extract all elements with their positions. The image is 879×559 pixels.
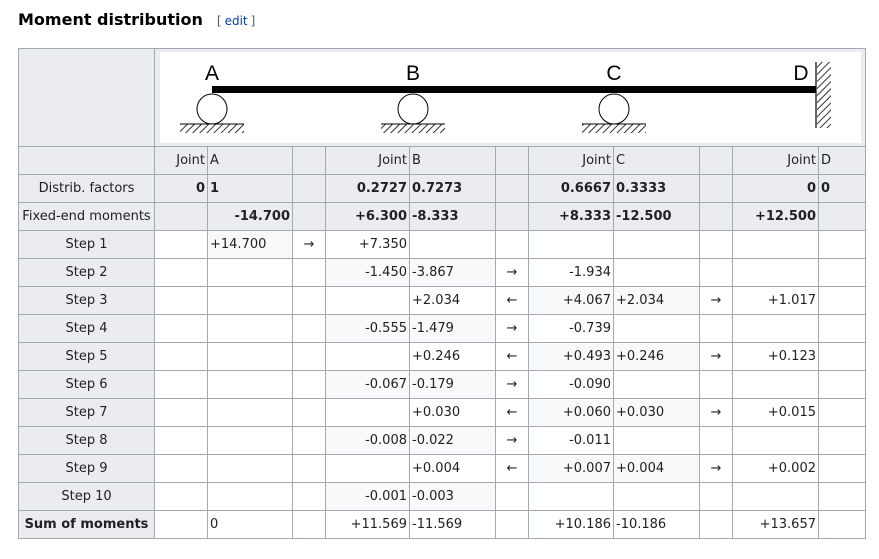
fixed-support-d-icon [816, 62, 831, 128]
table-row [19, 343, 866, 371]
moment-cell: +0.004 [614, 455, 700, 483]
row-label: Step 7 [19, 399, 155, 427]
moment-cell: -0.001 [326, 483, 410, 511]
joint-word-b: Joint [326, 147, 410, 175]
carry-over-arrow [496, 175, 529, 203]
carry-over-arrow: ← [496, 287, 529, 315]
moment-cell: -11.569 [410, 511, 496, 539]
moment-cell: 0 [208, 511, 293, 539]
moment-cell [155, 287, 208, 315]
carry-over-arrow: ← [496, 455, 529, 483]
carry-over-arrow [700, 511, 733, 539]
carry-over-arrow: → [293, 231, 326, 259]
moment-cell: +2.034 [614, 287, 700, 315]
moment-cell: -0.011 [529, 427, 614, 455]
moment-cell: 0.7273 [410, 175, 496, 203]
carry-over-arrow: → [700, 455, 733, 483]
moment-cell [155, 203, 208, 231]
moment-cell: -0.555 [326, 315, 410, 343]
moment-cell: +6.300 [326, 203, 410, 231]
moment-cell: -1.450 [326, 259, 410, 287]
moment-cell: -0.022 [410, 427, 496, 455]
table-row [19, 315, 866, 343]
moment-cell: -0.008 [326, 427, 410, 455]
moment-cell: +11.569 [326, 511, 410, 539]
moment-cell [529, 483, 614, 511]
moment-cell [326, 455, 410, 483]
moment-cell: +0.030 [614, 399, 700, 427]
moment-cell [208, 399, 293, 427]
row-label: Fixed-end moments [19, 203, 155, 231]
moment-cell: +0.246 [614, 343, 700, 371]
carry-over-arrow [293, 175, 326, 203]
moment-cell [614, 483, 700, 511]
moment-cell: +0.030 [410, 399, 496, 427]
carry-over-arrow [293, 399, 326, 427]
table-row [19, 203, 866, 231]
table-row [19, 371, 866, 399]
moment-cell: -0.090 [529, 371, 614, 399]
moment-cell: -3.867 [410, 259, 496, 287]
carry-over-arrow: → [700, 399, 733, 427]
diagram-corner-cell [19, 49, 155, 147]
moment-cell: +0.015 [733, 399, 819, 427]
moment-cell [819, 399, 866, 427]
moment-cell [614, 371, 700, 399]
moment-cell: 1 [208, 175, 293, 203]
moment-cell: 0.2727 [326, 175, 410, 203]
moment-cell: 0.6667 [529, 175, 614, 203]
moment-cell [819, 343, 866, 371]
carry-over-arrow [700, 315, 733, 343]
row-label: Step 3 [19, 287, 155, 315]
moment-cell: -0.739 [529, 315, 614, 343]
joint-label-a: A [204, 62, 219, 85]
moment-cell [208, 371, 293, 399]
carry-over-arrow [293, 287, 326, 315]
moment-cell [614, 315, 700, 343]
carry-over-arrow [293, 483, 326, 511]
moment-cell: +1.017 [733, 287, 819, 315]
moment-cell: -0.179 [410, 371, 496, 399]
carry-over-arrow: → [700, 287, 733, 315]
row-label: Distrib. factors [19, 175, 155, 203]
moment-cell [819, 315, 866, 343]
joint-word-a: Joint [155, 147, 208, 175]
row-label: Step 9 [19, 455, 155, 483]
arrow-col-header [700, 147, 733, 175]
moment-cell [155, 371, 208, 399]
moment-cell [208, 427, 293, 455]
moment-cell: +8.333 [529, 203, 614, 231]
moment-cell: +14.700 [208, 231, 293, 259]
moment-cell: +2.034 [410, 287, 496, 315]
carry-over-arrow [496, 231, 529, 259]
moment-cell [155, 427, 208, 455]
moment-cell [733, 315, 819, 343]
joint-header-row [19, 147, 866, 175]
moment-cell [155, 483, 208, 511]
moment-cell [733, 231, 819, 259]
table-row [19, 399, 866, 427]
moment-cell [614, 427, 700, 455]
carry-over-arrow: → [496, 371, 529, 399]
moment-cell: +4.067 [529, 287, 614, 315]
row-label: Step 5 [19, 343, 155, 371]
carry-over-arrow [700, 483, 733, 511]
moment-cell: +0.004 [410, 455, 496, 483]
table-row [19, 483, 866, 511]
carry-over-arrow [293, 511, 326, 539]
carry-over-arrow [700, 175, 733, 203]
table-row [19, 511, 866, 539]
moment-cell: +0.123 [733, 343, 819, 371]
moment-cell [208, 315, 293, 343]
moment-cell [410, 231, 496, 259]
moment-cell: +12.500 [733, 203, 819, 231]
moment-cell [208, 259, 293, 287]
row-label: Step 8 [19, 427, 155, 455]
section-heading [18, 10, 255, 34]
moment-cell: +7.350 [326, 231, 410, 259]
joint-name-b: B [410, 147, 496, 175]
joint-name-c: C [614, 147, 700, 175]
header-corner-cell [19, 147, 155, 175]
moment-cell [733, 259, 819, 287]
carry-over-arrow [293, 203, 326, 231]
carry-over-arrow [700, 259, 733, 287]
moment-cell [208, 343, 293, 371]
carry-over-arrow: → [496, 315, 529, 343]
carry-over-arrow [496, 511, 529, 539]
beam [212, 86, 816, 93]
moment-cell [614, 231, 700, 259]
carry-over-arrow [700, 231, 733, 259]
moment-cell [155, 231, 208, 259]
carry-over-arrow [496, 203, 529, 231]
arrow-col-header [293, 147, 326, 175]
moment-cell [529, 231, 614, 259]
row-label: Step 2 [19, 259, 155, 287]
moment-cell [819, 287, 866, 315]
moment-cell [819, 259, 866, 287]
moment-cell: +0.007 [529, 455, 614, 483]
joint-word-c: Joint [529, 147, 614, 175]
moment-cell [819, 231, 866, 259]
table-row [19, 427, 866, 455]
moment-cell: -10.186 [614, 511, 700, 539]
diagram-row [19, 49, 866, 147]
moment-cell: 0 [733, 175, 819, 203]
table-row [19, 455, 866, 483]
moment-cell: 0 [819, 175, 866, 203]
moment-cell [819, 483, 866, 511]
moment-cell: +0.493 [529, 343, 614, 371]
moment-cell [733, 483, 819, 511]
joint-label-c: C [605, 62, 622, 85]
moment-cell [155, 511, 208, 539]
joint-name-d: D [819, 147, 866, 175]
carry-over-arrow: → [496, 259, 529, 287]
moment-cell: -1.934 [529, 259, 614, 287]
moment-cell: +0.002 [733, 455, 819, 483]
moment-cell [733, 427, 819, 455]
moment-cell: -0.003 [410, 483, 496, 511]
moment-cell [819, 203, 866, 231]
arrow-col-header [496, 147, 529, 175]
moment-cell [819, 371, 866, 399]
row-label: Step 1 [19, 231, 155, 259]
beam-diagram [160, 52, 861, 143]
carry-over-arrow [496, 483, 529, 511]
moment-cell: 0.3333 [614, 175, 700, 203]
carry-over-arrow: ← [496, 343, 529, 371]
table-row [19, 231, 866, 259]
carry-over-arrow [700, 427, 733, 455]
moment-cell: +0.246 [410, 343, 496, 371]
moment-cell [208, 455, 293, 483]
moment-cell: -0.067 [326, 371, 410, 399]
row-label: Sum of moments [19, 511, 155, 539]
moment-cell: +0.060 [529, 399, 614, 427]
edit-section: [ edit ] [216, 14, 256, 28]
carry-over-arrow: → [700, 343, 733, 371]
moment-distribution-table [18, 48, 866, 539]
table-row [19, 175, 866, 203]
row-label: Step 4 [19, 315, 155, 343]
moment-cell [614, 259, 700, 287]
carry-over-arrow [293, 343, 326, 371]
diagram-cell [155, 49, 866, 147]
carry-over-arrow [293, 455, 326, 483]
carry-over-arrow [700, 371, 733, 399]
moment-cell [155, 259, 208, 287]
joint-word-d: Joint [733, 147, 819, 175]
carry-over-arrow [293, 259, 326, 287]
moment-cell [155, 455, 208, 483]
carry-over-arrow: → [496, 427, 529, 455]
moment-cell: +13.657 [733, 511, 819, 539]
moment-cell: -8.333 [410, 203, 496, 231]
edit-link[interactable]: edit [224, 14, 248, 28]
carry-over-arrow [700, 203, 733, 231]
moment-cell [819, 511, 866, 539]
moment-cell [326, 287, 410, 315]
carry-over-arrow: ← [496, 399, 529, 427]
moment-cell [326, 399, 410, 427]
row-label: Step 6 [19, 371, 155, 399]
moment-cell [819, 455, 866, 483]
joint-name-a: A [208, 147, 293, 175]
joint-label-d: D [792, 62, 809, 85]
table-row [19, 287, 866, 315]
moment-cell [208, 483, 293, 511]
carry-over-arrow [293, 371, 326, 399]
moment-cell: -12.500 [614, 203, 700, 231]
moment-cell [208, 287, 293, 315]
moment-cell [155, 343, 208, 371]
row-label: Step 10 [19, 483, 155, 511]
table-row [19, 259, 866, 287]
moment-cell [155, 315, 208, 343]
moment-cell: -14.700 [208, 203, 293, 231]
moment-cell [819, 427, 866, 455]
moment-cell: -1.479 [410, 315, 496, 343]
moment-cell [326, 343, 410, 371]
moment-cell [155, 399, 208, 427]
moment-cell: +10.186 [529, 511, 614, 539]
carry-over-arrow [293, 427, 326, 455]
section-title: Moment distribution [18, 10, 203, 29]
moment-cell [733, 371, 819, 399]
moment-cell: 0 [155, 175, 208, 203]
carry-over-arrow [293, 315, 326, 343]
joint-label-b: B [405, 62, 420, 85]
